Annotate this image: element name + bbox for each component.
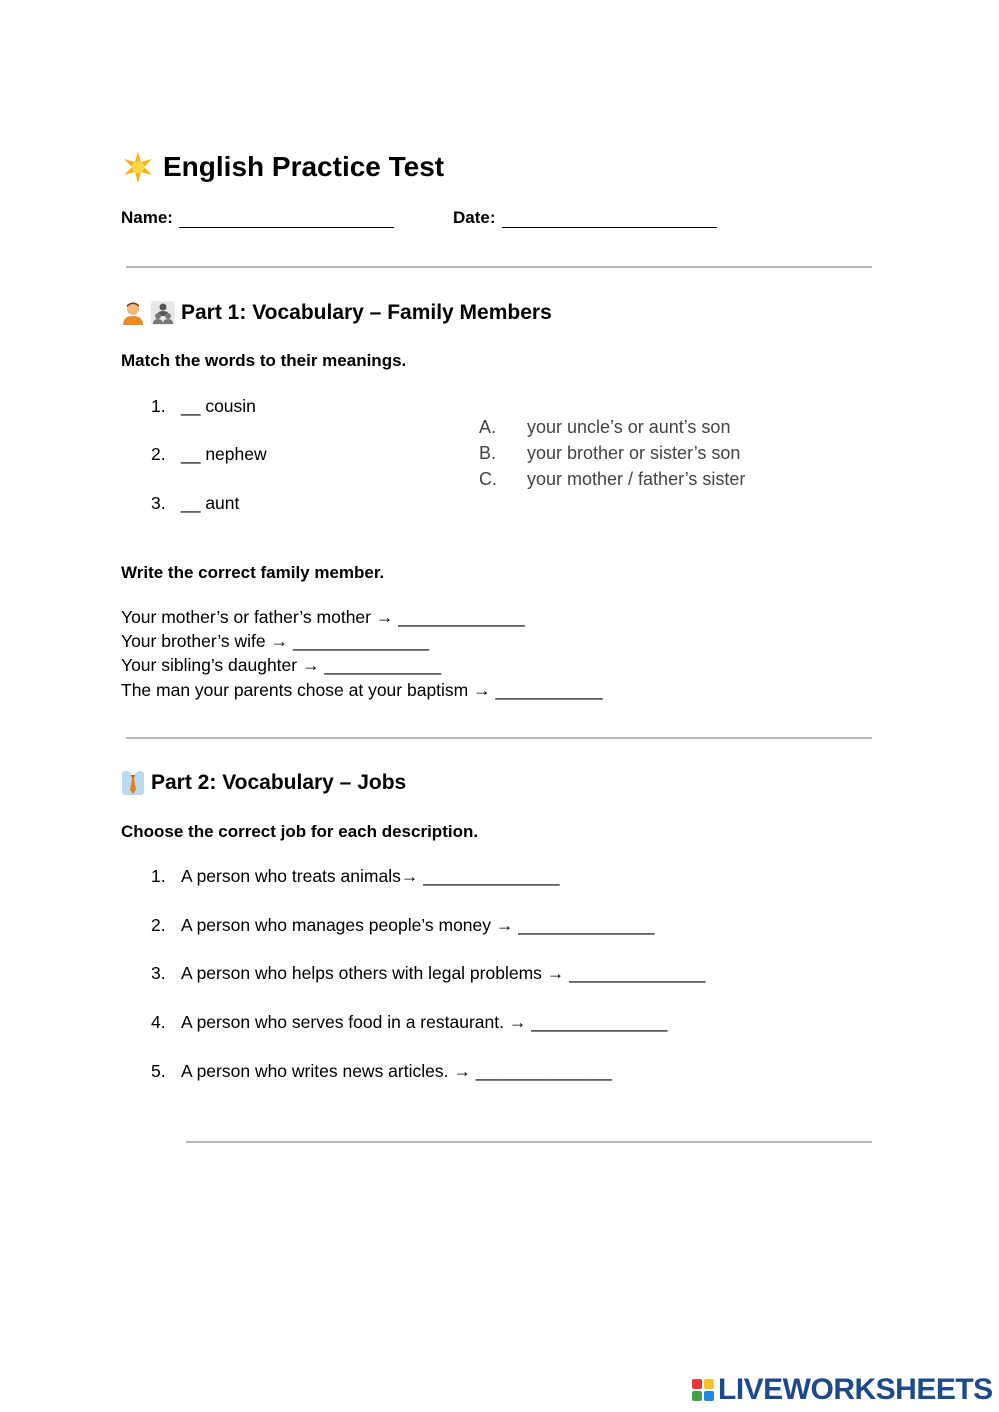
family-icon — [151, 301, 175, 325]
match-instruction: Match the words to their meanings. — [121, 351, 407, 370]
divider — [126, 266, 872, 268]
job-item[interactable]: 2. A person who manages people’s money → ______________ — [151, 915, 655, 935]
page-title — [121, 150, 444, 184]
logo-block — [692, 1391, 702, 1401]
name-field[interactable] — [121, 208, 394, 228]
liveworksheets-logo[interactable] — [692, 1373, 993, 1407]
job-item[interactable]: 3. A person who helps others with legal problems → ______________ — [151, 963, 706, 983]
person-icon — [121, 301, 145, 325]
match-item: 3. __ aunt — [151, 493, 240, 513]
part2-title — [121, 771, 406, 795]
logo-block — [692, 1379, 702, 1389]
logo-block — [704, 1379, 714, 1389]
tie-icon — [121, 771, 145, 795]
match-item: 1. __ cousin — [151, 396, 256, 416]
star-icon — [121, 150, 155, 184]
date-blank-line[interactable] — [502, 210, 717, 228]
date-label: Date: — [453, 208, 496, 227]
part1-title-text: Part 1: Vocabulary – Family Members — [181, 301, 552, 324]
name-blank-line[interactable] — [179, 210, 394, 228]
part1-title — [121, 301, 552, 325]
date-field[interactable] — [453, 208, 717, 228]
write-item[interactable]: Your mother’s or father’s mother → _____________ — [121, 607, 525, 627]
divider — [126, 737, 872, 739]
write-item[interactable]: The man your parents chose at your baptism → ___________ — [121, 680, 603, 700]
logo-block — [704, 1391, 714, 1401]
logo-icon — [692, 1379, 714, 1401]
job-item[interactable]: 4. A person who serves food in a restaurant. → ______________ — [151, 1012, 668, 1032]
match-option[interactable]: C. your mother / father’s sister — [479, 469, 746, 489]
write-item[interactable]: Your brother’s wife → ______________ — [121, 631, 430, 651]
job-item[interactable]: 5. A person who writes news articles. → ______________ — [151, 1061, 612, 1081]
page-title-text: English Practice Test — [163, 151, 445, 182]
logo-text: LIVEWORKSHEETS — [718, 1373, 993, 1406]
match-option[interactable]: B. your brother or sister’s son — [479, 443, 741, 463]
divider — [186, 1141, 872, 1143]
part2-title-text: Part 2: Vocabulary – Jobs — [151, 771, 407, 794]
write-item[interactable]: Your sibling’s daughter → ____________ — [121, 655, 442, 675]
name-label: Name: — [121, 208, 173, 227]
jobs-instruction: Choose the correct job for each description. — [121, 822, 479, 841]
match-option[interactable]: A. your uncle’s or aunt’s son — [479, 417, 731, 437]
match-item: 2. __ nephew — [151, 444, 267, 464]
write-instruction: Write the correct family member. — [121, 563, 385, 582]
job-item[interactable]: 1. A person who treats animals→ ______________ — [151, 866, 560, 886]
